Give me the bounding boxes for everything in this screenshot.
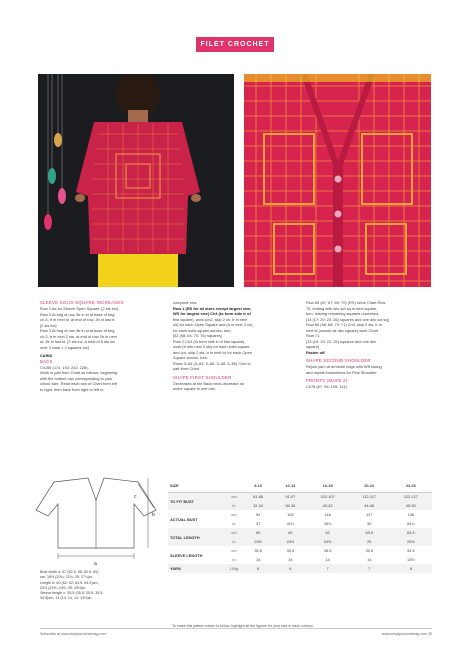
table-cell: 6 <box>274 564 306 573</box>
footer-page-number: www.simplycrochetmag.com 25 <box>381 632 432 636</box>
line: Row 71. <box>306 333 321 338</box>
line: ch-3, tr in next 2 sts, at end of row 2tr in next <box>40 333 117 339</box>
line: Square across, turn. <box>173 355 209 360</box>
line: turn, leaving remaining squares unworked. <box>306 311 380 316</box>
table-row <box>168 546 432 555</box>
size-col: 20-22 <box>349 480 390 492</box>
table-cell: 54¼ <box>407 521 415 526</box>
line: Length b: 60 (62: 62: 63.5: 64.5)cm, <box>40 580 99 585</box>
unit-cell: in <box>232 521 236 526</box>
table-cell: 25½ <box>390 537 432 546</box>
line: [52 (58: 64: 70: 76) squares] <box>173 333 222 338</box>
line: complete row. <box>173 300 198 305</box>
table-cell: 138 <box>407 512 415 517</box>
table-cell: 35.5 <box>286 548 295 553</box>
table-cell: 116 <box>324 512 331 517</box>
unit-cell: cm <box>231 512 237 517</box>
unit-cell: in <box>226 501 242 510</box>
detail-photo-illustration <box>244 74 431 287</box>
table-cell: 35.5 <box>323 548 332 553</box>
line: to right, then back from right to left to <box>40 386 104 392</box>
table-cell: 37 <box>255 521 261 526</box>
table-cell: 23½ <box>242 537 274 546</box>
unit-cell: in <box>232 557 236 562</box>
shape-first-shoulder-heading: SHAPE FIRST SHOULDER <box>173 374 232 380</box>
table-cell: 6 <box>242 564 274 573</box>
instructions-column-3 <box>306 300 430 390</box>
table-cell: 48-50 <box>390 501 432 510</box>
line: cm, 18½ (20¾: 22¾: 25: 27¼)in <box>40 575 93 580</box>
line: entire square in one row. <box>173 386 216 391</box>
line: [2 sts inc] <box>40 322 57 328</box>
footer-divider <box>40 628 432 629</box>
line: Row 1 (RS for all sizes except largest size; <box>173 305 252 311</box>
table-cell: 64.5 <box>390 528 432 537</box>
detail-photo <box>244 74 431 287</box>
table-cell: 62 <box>307 528 349 537</box>
table-cell: 14 <box>325 557 330 562</box>
back-heading: BACK <box>40 358 53 364</box>
row-label: TO FIT BUST <box>168 492 226 510</box>
dimension-c-label: c <box>134 494 137 500</box>
table-cell: 122-127 <box>390 492 432 501</box>
line: and (ch, skip 2 sts, tr in next tr) for each Open <box>173 349 252 355</box>
table-cell: 41¼ <box>286 521 295 526</box>
line: Row 65 (67: 67: 69: 70) (RS) Work Chart Row <box>306 300 386 305</box>
unit-cell: cm <box>226 528 242 537</box>
size-label: SIZE <box>168 480 226 492</box>
line: Rows 3–64 (3–64: 3–66: 3–68: 3–69) Cont in <box>173 360 251 366</box>
line: [14 (17: 20: 23: 26) squares and one dec sol sq] <box>306 316 389 322</box>
table-cell: 14 <box>288 557 293 562</box>
table-cell: 44-46 <box>349 501 390 510</box>
line: Row 2 Ch3 (to form side tr of first square), <box>173 338 246 344</box>
unit-cell: in <box>226 537 242 546</box>
line: Ch156 (174: 192: 210: 228). <box>40 364 89 370</box>
table-cell: 35.5 <box>365 548 374 553</box>
line: and repeat instructions for First Shoulder. <box>306 369 378 375</box>
table-cell: 8 <box>390 564 432 573</box>
instructions-column-2 <box>173 300 297 392</box>
table-cell: 62 <box>274 528 306 537</box>
table-cell: 14 <box>255 557 261 562</box>
line: ch) for each Open Square and (tr in next 3 ch) <box>173 322 253 327</box>
schematic-measurements <box>40 570 162 602</box>
line: Rejoin yarn at armhole edge with WS facing <box>306 364 382 369</box>
shape-second-shoulder-heading: SHAPE SECOND SHOULDER <box>306 358 371 363</box>
line: WS for largest size) Ch3 (to form side tr of <box>173 311 251 316</box>
line: [13 (16: 19: 22: 25) squares and one dec <box>306 338 377 344</box>
line: square] <box>306 344 319 349</box>
line: work (tr into next 3 sts) for each solid square <box>173 344 250 349</box>
dimension-a-label: a <box>94 561 97 567</box>
line: Fasten off. <box>306 349 326 355</box>
cardi-heading: CARDI <box>40 353 53 358</box>
line: ch-3, tr in next st, at end of row, 2tr in last tr. <box>40 317 116 322</box>
line: 34.5)cm, 14 (14: 14, 14: 13½)in <box>40 596 92 601</box>
row-label: YARN <box>168 564 226 573</box>
line: first square), work (ch2, skip 2 ch, tr in next <box>173 316 248 322</box>
line: 23½ (24½: 24½: 25: 25½)in <box>40 585 86 590</box>
size-table <box>168 480 432 573</box>
table-note: To make this pattern easier to follow, highlight all the figures for your size in each column. <box>172 624 314 628</box>
line: Row 2 At beg of row 3tr in st at base of beg <box>40 311 115 317</box>
table-cell: 91-97 <box>274 492 306 501</box>
table-cell: 102-107 <box>307 492 349 501</box>
line: st, 2tr in last st. [2 sts inc. A total of 6 sts inc <box>40 339 116 344</box>
table-cell: 50 <box>367 521 372 526</box>
size-col: 24-26 <box>390 480 432 492</box>
table-row <box>168 510 432 519</box>
line: Row 3 At beg of row 3tr in st at base of beg <box>40 328 115 333</box>
table-cell: 94 <box>255 512 261 517</box>
table-cell: 36-38 <box>274 501 306 510</box>
row-label: TOTAL LENGTH <box>168 528 226 546</box>
table-cell: 35.5 <box>254 548 262 553</box>
table-cell: 127 <box>365 512 373 517</box>
table-cell: 7 <box>307 564 349 573</box>
line: Row 66 (68: 68: 70: 71) Ch4, skip 2 sts, tr in <box>306 322 382 327</box>
row-label: ACTUAL BUST <box>170 516 198 522</box>
table-cell: 105 <box>287 512 294 517</box>
size-col: 12-14 <box>274 480 306 492</box>
table-cell: 40-42 <box>307 501 349 510</box>
unit-cell: 100g <box>226 564 242 573</box>
table-cell: 24½ <box>274 537 306 546</box>
line: Row 1 As for Sleeve Open Square. [2 sts inc] <box>40 306 118 311</box>
line: Decreases at the Back neck decrease an <box>173 380 244 386</box>
row-label: SLEEVE LENGTH <box>170 552 203 558</box>
line: for each solid square across, turn. <box>173 327 232 333</box>
table-cell: 14 <box>367 557 372 562</box>
table-cell: 81-86 <box>242 492 274 501</box>
footer-subscribe-link[interactable]: Subscribe at www.simplycrochetmag.com <box>40 632 107 636</box>
model-photo-illustration <box>38 74 234 287</box>
line: with the bottom row corresponding to your <box>40 375 113 381</box>
table-row <box>168 492 432 501</box>
size-col: 8-10 <box>242 480 274 492</box>
sleeve-increase-heading: SLEEVE SOLID SQUARE INCREASES <box>40 300 124 305</box>
unit-cell: cm <box>226 492 242 501</box>
cardigan-outline <box>34 470 164 570</box>
table-cell: 34.5 <box>407 548 415 553</box>
table-cell: 13½ <box>407 557 415 562</box>
unit-cell: cm <box>231 548 237 553</box>
table-cell: 63.5 <box>349 528 390 537</box>
line: patt from Chart. <box>173 366 201 371</box>
line: Sleeve length c: 35.5 (35.5: 35.5: 35.5: <box>40 591 104 596</box>
table-row <box>168 564 432 573</box>
size-col: 16-18 <box>307 480 349 492</box>
table-cell: 24½ <box>307 537 349 546</box>
table-cell: 32-34 <box>242 501 274 510</box>
line: next st (counts as dec square),work Chart <box>306 327 379 333</box>
fronts-heading: FRONTS (MAKE 2) <box>306 378 348 383</box>
line: over 3 rows = 2 squares inc] <box>40 344 89 350</box>
line: Ch78 (87: 96: 105: 114). <box>306 384 348 389</box>
table-cell: 60 <box>242 528 274 537</box>
table-cell: 112-117 <box>349 492 390 501</box>
line: Bust width a: 47 (52.5: 58: 63.5: 69) <box>40 570 99 574</box>
table-cell: 25 <box>349 537 390 546</box>
instructions-column-1 <box>40 300 164 392</box>
line: 70, ending with dec sol sq in next square, <box>306 305 378 311</box>
section-tag: FILET CROCHET <box>196 37 274 52</box>
dimension-b-label: b <box>152 512 155 518</box>
line: colour size. Read each row of Chart from left <box>40 381 117 386</box>
model-photo <box>38 74 234 287</box>
table-row <box>168 528 432 537</box>
table-cell: 45¾ <box>323 521 332 526</box>
line: Work in patt from Chart as follows, beginning <box>40 370 118 375</box>
table-header-row <box>168 480 432 492</box>
table-cell: 7 <box>349 564 390 573</box>
